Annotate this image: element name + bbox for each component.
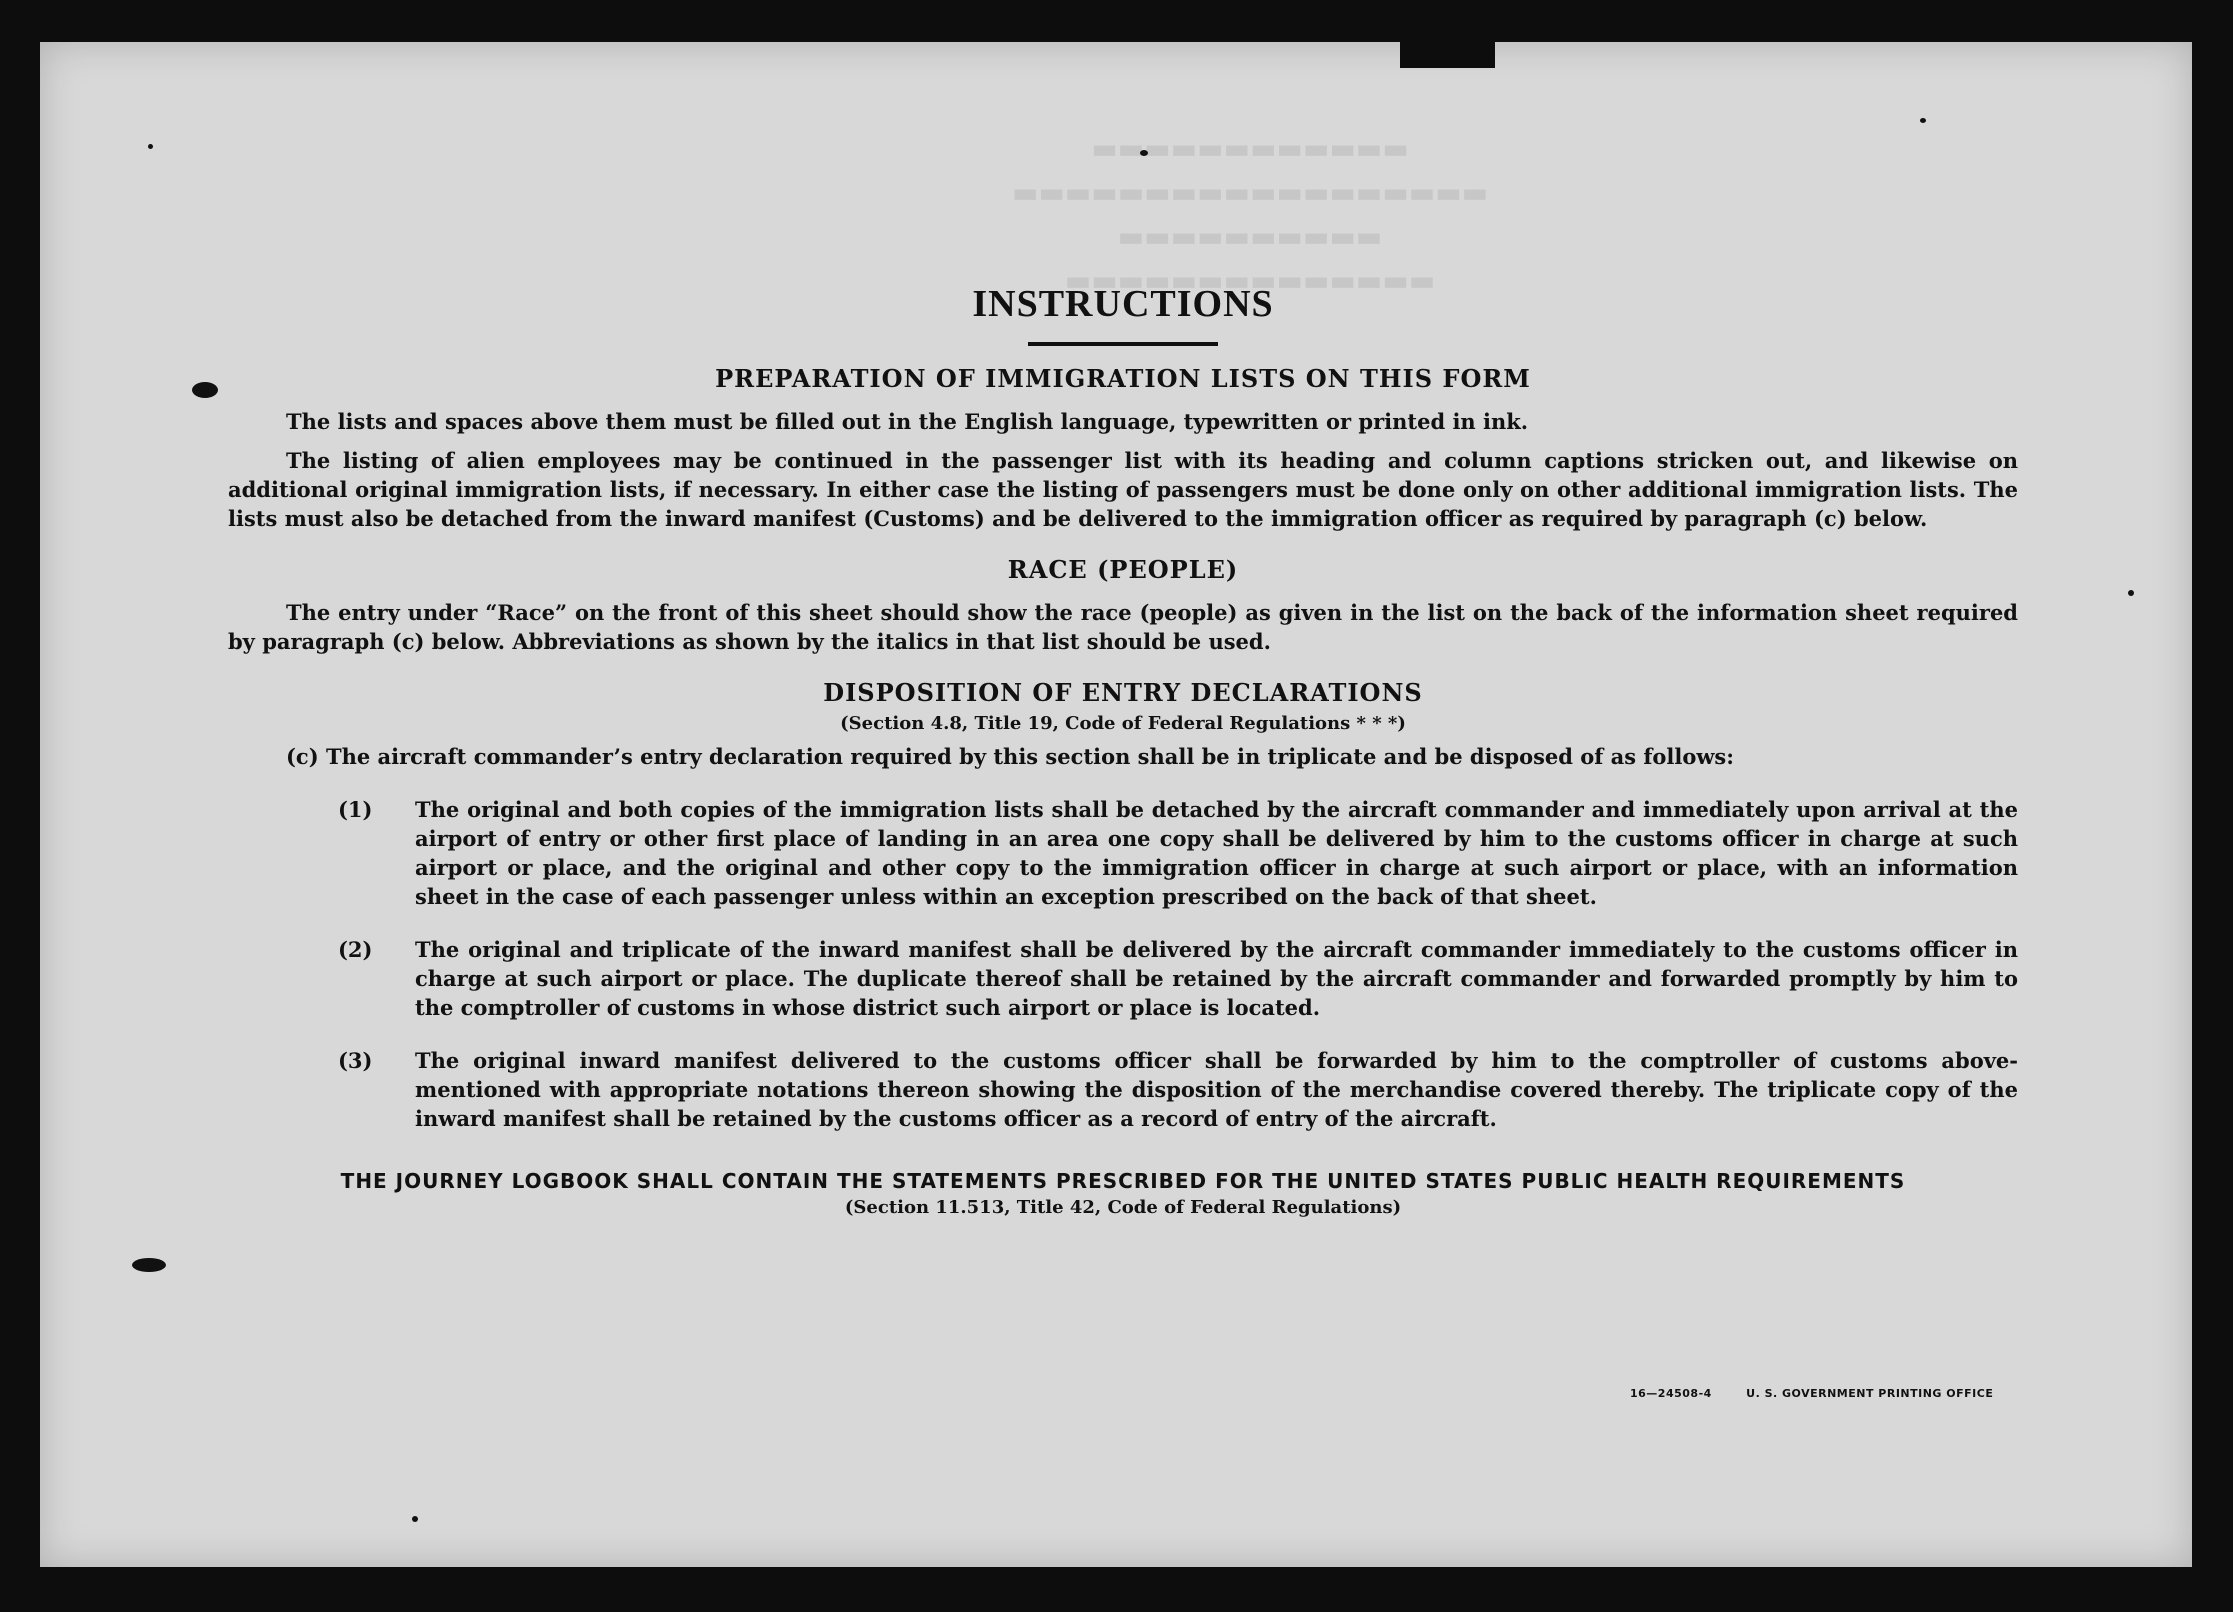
ink-blot: [192, 382, 218, 398]
ink-blot: [1140, 150, 1148, 156]
footer-heading: THE JOURNEY LOGBOOK SHALL CONTAIN THE STATEMENTS PRESCRIBED FOR THE UNITED STATES PUBLIC HEALTH REQUIREMENTS: [340, 1169, 1906, 1193]
ink-blot: [148, 144, 153, 149]
ink-blot: [412, 1516, 418, 1522]
list-item: [228, 1046, 2018, 1133]
list-item-number: (3): [338, 1048, 373, 1073]
section-heading-disposition: DISPOSITION OF ENTRY DECLARATIONS: [823, 678, 1423, 707]
section-citation: (Section 4.8, Title 19, Code of Federal Regulations * * *): [840, 713, 1406, 734]
ink-blot: [1920, 118, 1926, 123]
printer-name: U. S. GOVERNMENT PRINTING OFFICE: [1746, 1387, 1994, 1400]
page-title: INSTRUCTIONS: [972, 283, 1274, 325]
document-page: [40, 42, 2192, 1567]
ink-blot: [132, 1258, 166, 1272]
title-underline: [1028, 342, 1218, 346]
printing-code: [1630, 1387, 1993, 1400]
paragraph-race-entry: The entry under “Race” on the front of this sheet should show the race (people) as given in the list on the back of the information sheet required by paragraph (c) below. Abbreviations as shown by the italics in that list should be used.: [228, 600, 2018, 654]
instructions-content: [228, 282, 2018, 1218]
list-item-text: The original and triplicate of the inward manifest shall be delivered by the aircraft commander immediately to the customs officer in charge at such airport or place. The duplicate thereof shall be retained by the aircraft commander and forwarded promptly by him to the comptroller of customs in whose district such airport or place is located.: [415, 937, 2018, 1020]
section-heading-race: RACE (PEOPLE): [1007, 555, 1239, 584]
paragraph-english-language: The lists and spaces above them must be filled out in the English language, typewritten or printed in ink.: [286, 409, 1529, 434]
list-item: [228, 795, 2018, 911]
form-code: 16—24508-4: [1630, 1387, 1712, 1400]
list-item-number: (2): [338, 937, 373, 962]
list-item: [228, 935, 2018, 1022]
list-item-text: The original inward manifest delivered to the customs officer shall be forwarded by him to the comptroller of customs above-mentioned with appropriate notations thereon showing the disposition of the merchandise covered thereby. The triplicate copy of the inward manifest shall be retained by the customs officer as a record of entry of the aircraft.: [415, 1048, 2018, 1131]
footer-citation: (Section 11.513, Title 42, Code of Federal Regulations): [844, 1197, 1402, 1218]
section-heading-preparation: PREPARATION OF IMMIGRATION LISTS ON THIS FORM: [715, 364, 1531, 393]
paper-tear: [1400, 38, 1495, 68]
list-item-text: The original and both copies of the immigration lists shall be detached by the aircraft commander and immediately upon arrival at the airport of entry or other first place of landing in an area one copy shall be delivered by him to the customs officer in charge at such airport or place, and the original and other copy to the immigration officer in charge at such airport or place, with an information sheet in the case of each passenger unless within an exception prescribed on the back of that sheet.: [415, 797, 2018, 909]
bleed-through-text: ▬▬▬▬▬▬▬▬▬▬▬▬ ▬▬▬▬▬▬▬▬▬▬▬▬▬▬▬▬▬▬ ▬▬▬▬▬▬▬▬▬▬ ▬▬▬▬▬▬▬▬▬▬▬▬▬▬: [1011, 132, 1489, 297]
paragraph-alien-employees: The listing of alien employees may be continued in the passenger list with its heading and column captions stricken out, and likewise on additional original immigration lists, if necessary. In either case the listing of passengers must be done only on other additional immigration lists. The lists must also be detached from the inward manifest (Customs) and be delivered to the immigration officer as required by paragraph (c) below.: [228, 448, 2018, 531]
list-item-number: (1): [338, 797, 373, 822]
paragraph-c-intro: (c) The aircraft commander’s entry declaration required by this section shall be in triplicate and be disposed of as follows:: [286, 744, 1735, 769]
ink-blot: [2128, 590, 2134, 596]
